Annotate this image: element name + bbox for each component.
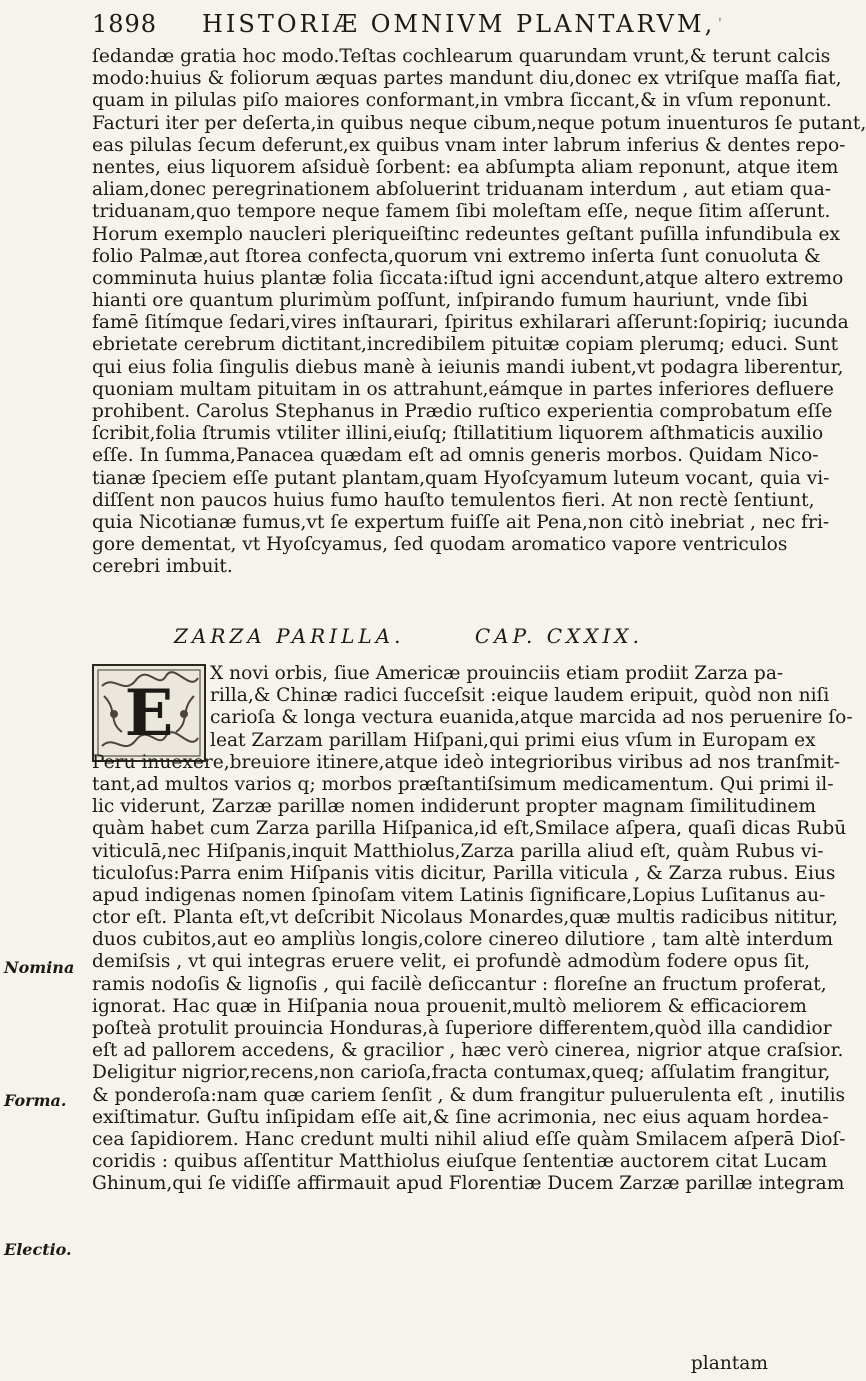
text-line: coridis : quibus aſſentitur Matthiolus eiuſque ſententiæ auctorem citat Lucam (92, 1151, 828, 1173)
text-line: ctor eſt. Planta eſt,vt deſcribit Nicolaus Monardes,quæ multis radicibus nititur, (92, 907, 839, 929)
text-line: gore dementat, vt Hyoſcyamus, ſed quodam aromatico vapore ventriculos (92, 534, 788, 556)
text-line: Deligitur nigrior,recens,non carioſa,fracta contumax,queq; aſſulatim frangitur, (92, 1062, 831, 1084)
margin-note-forma: Forma. (4, 1091, 67, 1110)
text-line: quam in pilulas piſo maiores conformant,in vmbra ſiccant,& in vſum reponunt. (92, 90, 832, 112)
text-line: apud indigenas nomen ſpinoſam vitem Latinis ſignificare,Lopius Luſitanus au- (92, 884, 826, 906)
text-line: ticuloſus:Parra enim Hiſpanis vitis dicitur, Parilla viticula , & Zarza rubus. Eius (92, 862, 836, 884)
text-line: Peru inuexere,breuiore itinere,atque ideò integrioribus viribus ad nos tranſmit- (92, 751, 841, 773)
text-line: X novi orbis, ſiue Americæ prouinciis etiam prodiit Zarza pa- (210, 663, 784, 684)
text-block-zarza (92, 663, 853, 1196)
running-title: HISTORIÆ OMNIVM PLANTARVM, (202, 10, 716, 38)
text-line: eſt ad pallorem accedens, & gracilior , hæc verò cinerea, nigrior atque craſsior. (92, 1040, 844, 1062)
text-line: folio Palmæ,aut ſtorea confecta,quorum vni extremo inſerta ſunt conuoluta & (92, 245, 821, 267)
text-line: quia Nicotianæ fumus,vt ſe expertum fuiſſe ait Pena,non citò inebriat , nec fri- (92, 511, 830, 533)
text-line: modo:huius & foliorum æquas partes mandunt diu,donec ex vtriſque maſſa fiat, (92, 68, 842, 90)
catchword: plantam (690, 1353, 768, 1374)
text-line: qui eius folia ſingulis diebus manè à ieiunis mandi iubent,vt podagra liberentur, (92, 356, 844, 378)
text-line: viticulā,nec Hiſpanis,inquit Matthiolus,Zarza parilla aliud eſt, quàm Rubus vi- (92, 840, 824, 862)
text-line: carioſa & longa vectura euanida,atque marcida ad nos peruenire ſo- (210, 707, 853, 729)
text-line: Ghinum,qui ſe vidiſſe affirmauit apud Florentiæ Ducem Zarzæ parillæ integram (92, 1173, 845, 1195)
text-line: tant,ad multos varios q; morbos præſtantiſsimum medicamentum. Qui primi il- (92, 773, 834, 795)
text-line: poſteà protulit prouincia Honduras,à ſuperiore differentem,quòd illa candidior (92, 1018, 832, 1039)
text-line: ſcribit,folia ſtrumis vtiliter illini,eiuſq; ſtillatitium liquorem aſthmaticis auxilio (92, 423, 824, 445)
stray-mark: ' (718, 16, 722, 32)
text-line: diſſent non paucos huius fumo hauſto temulentos fieri. At non rectè ſentiunt, (92, 489, 815, 511)
page-header (92, 10, 772, 50)
margin-note-nomina: Nomina (4, 958, 75, 977)
text-line: quoniam multam pituitam in os attrahunt,eámque in partes inferiores defluere (92, 378, 834, 400)
text-line: comminuta huius plantæ folia ſiccata:iſtud igni accendunt,atque altero extremo (92, 267, 844, 289)
text-line: tianæ ſpeciem eſſe putant plantam,quam Hyoſcyamum luteum vocant, quia vi- (92, 467, 830, 489)
text-line: prohibent. Carolus Stephanus in Prædio ruſtico experientia comprobatum eſſe (92, 401, 833, 422)
text-line: eas pilulas ſecum deferunt,ex quibus vnam inter labrum inferius & dentes repo- (92, 134, 846, 156)
text-line: ignorat. Hac quæ in Hiſpania noua prouenit,multò meliorem & efficaciorem (92, 995, 807, 1017)
initial-letter: E (124, 675, 174, 751)
text-line: cerebri imbuit. (92, 556, 233, 578)
text-line: nentes, eius liquorem aſsiduè ſorbent: ea abſumpta aliam reponunt, atque item (92, 156, 839, 178)
text-line: demiſsis , vt qui integras eruere velit, ei profundè admodùm fodere opus ſit, (92, 951, 811, 973)
text-line: aliam,donec peregrinationem abſoluerint triduanam interdum , aut etiam qua- (92, 179, 832, 201)
text-line: eſſe. In ſumma,Panacea quædam eſt ad omnis generis morbos. Quidam Nico- (92, 445, 819, 467)
text-line: ſedandæ gratia hoc modo.Teſtas cochlearum quarundam vrunt,& terunt calcis (92, 46, 831, 67)
text-line: cea ſapidiorem. Hanc credunt multi nihil aliud eſſe quàm Smilacem aſperā Dioſ- (92, 1128, 846, 1150)
margin-note-electio: Electio. (4, 1240, 72, 1259)
text-line: lic viderunt, Zarzæ parillæ nomen indiderunt propter magnam ſimilitudinem (92, 796, 817, 818)
text-block-nicotiana (92, 46, 866, 579)
chapter-title: ZARZA PARILLA. (174, 624, 405, 648)
page-number: 1898 (92, 10, 158, 38)
text-line: & ponderoſa:nam quæ cariem ſenſit , & dum frangitur puluerulenta eſt , inutilis (92, 1084, 846, 1106)
text-line: rilla,& Chinæ radici ſucceſsit :eique laudem eripuit, quòd non niſi (210, 685, 830, 707)
text-line: Facturi iter per deſerta,in quibus neque cibum,neque potum inuenturos ſe putant, (92, 112, 866, 134)
text-line: duos cubitos,aut eo ampliùs longis,colore cinereo dilutiore , tam altè interdum (92, 929, 833, 951)
text-line: famē ſitímque ſedari,vires inſtaurari, ſpiritus exhilarari aſſerunt:ſopiriq; iucunda (92, 312, 849, 334)
text-line: ebrietate cerebrum dictitant,incredibilem pituitæ copiam plerumq; educi. Sunt (92, 334, 839, 356)
text-line: triduanam,quo tempore neque famem ſibi moleſtam eſſe, neque ſitim aſſerunt. (92, 201, 831, 223)
chapter-number: CAP. CXXIX. (474, 624, 643, 648)
chapter-heading (174, 624, 734, 648)
text-line: Horum exemplo naucleri pleriqueiſtinc redeuntes geſtant puſilla infundibula ex (92, 223, 841, 245)
text-line: hianti ore quantum plurimùm poſſunt, inſpirando fumum hauriunt, vnde ſibi (92, 290, 808, 312)
text-line: quàm habet cum Zarza parilla Hiſpanica,id eſt,Smilace aſpera, quaſi dicas Rubū (92, 818, 847, 840)
text-line: ramis nodoſis & lignoſis , qui facilè deſiccantur : floreſne an fructum proferat, (92, 973, 827, 995)
text-line: leat Zarzam parillam Hiſpani,qui primi eius vſum in Europam ex (210, 729, 816, 751)
text-line: exiſtimatur. Guſtu inſipidam eſſe ait,& ſine acrimonia, nec eius aquam hordea- (92, 1106, 829, 1128)
